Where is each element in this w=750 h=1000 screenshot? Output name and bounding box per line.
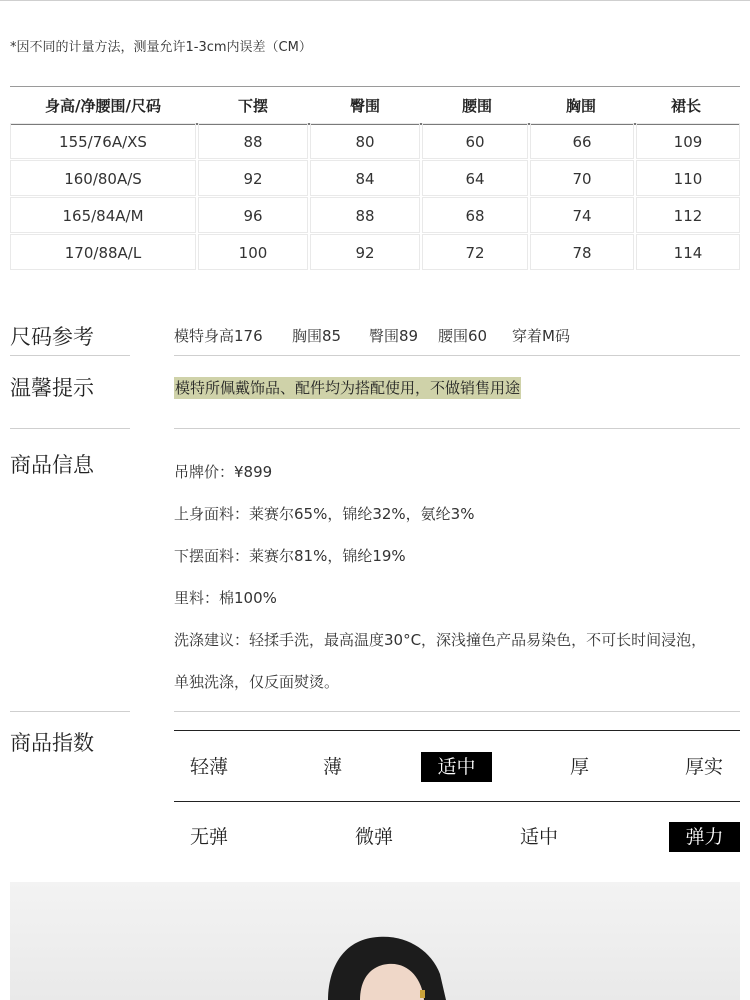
thickness-option-thin: 薄 — [323, 756, 343, 778]
table-cell: 160/80A/S — [10, 160, 196, 196]
table-cell: 78 — [530, 234, 634, 270]
thickness-option-light: 轻薄 — [190, 756, 229, 778]
header-length: 裙长 — [670, 97, 701, 115]
header-hem: 下摆 — [237, 97, 268, 115]
table-cell: 92 — [310, 234, 420, 270]
index-rule — [174, 801, 740, 802]
hem-fabric: 下摆面料：莱赛尔81%，锦纶19% — [174, 547, 406, 565]
table-cell: 109 — [636, 123, 740, 159]
section-divider — [10, 355, 130, 356]
table-cell: 60 — [422, 123, 528, 159]
care-instructions: 洗涤建议：轻揉手洗，最高温度30°C，深浅撞色产品易染色，不可长时间浸泡， — [174, 631, 707, 649]
ref-model-height: 模特身高176 — [174, 327, 263, 345]
thickness-option-thick: 厚 — [570, 756, 590, 778]
table-cell: 165/84A/M — [10, 197, 196, 233]
table-cell: 100 — [198, 234, 308, 270]
elasticity-option-medium: 适中 — [520, 826, 559, 848]
elasticity-option-stretch-selected: 弹力 — [669, 822, 740, 852]
index-rule — [174, 730, 740, 731]
table-cell: 170/88A/L — [10, 234, 196, 270]
size-table-header — [10, 86, 740, 125]
care-instructions-cont: 单独洗涤，仅反面熨烫。 — [174, 673, 340, 691]
table-cell: 88 — [198, 123, 308, 159]
table-cell: 72 — [422, 234, 528, 270]
table-row — [10, 234, 740, 271]
tip-text: 模特所佩戴饰品、配件均为搭配使用，不做销售用途 — [175, 379, 521, 397]
table-cell: 112 — [636, 197, 740, 233]
table-cell: 110 — [636, 160, 740, 196]
thickness-option-heavy: 厚实 — [685, 756, 724, 778]
lining-fabric: 里料：棉100% — [174, 589, 277, 607]
product-index-label: 商品指数 — [10, 731, 94, 755]
table-cell: 84 — [310, 160, 420, 196]
table-row — [10, 123, 740, 160]
table-cell: 64 — [422, 160, 528, 196]
tip-label: 温馨提示 — [10, 376, 94, 400]
table-cell: 70 — [530, 160, 634, 196]
table-cell: 114 — [636, 234, 740, 270]
table-cell: 155/76A/XS — [10, 123, 196, 159]
price-tag: 吊牌价：¥899 — [174, 463, 273, 481]
table-row — [10, 160, 740, 197]
table-cell: 74 — [530, 197, 634, 233]
table-cell: 80 — [310, 123, 420, 159]
elasticity-option-slight: 微弹 — [355, 826, 394, 848]
table-cell: 88 — [310, 197, 420, 233]
upper-fabric: 上身面料：莱赛尔65%，锦纶32%，氨纶3% — [174, 505, 475, 523]
table-cell: 66 — [530, 123, 634, 159]
model-photo — [10, 882, 740, 1000]
section-divider — [174, 428, 740, 429]
header-bust: 胸围 — [565, 97, 596, 115]
section-divider — [10, 711, 130, 712]
table-row — [10, 197, 740, 234]
table-cell: 68 — [422, 197, 528, 233]
header-size: 身高/净腰围/尺码 — [45, 97, 161, 115]
table-cell: 92 — [198, 160, 308, 196]
measurement-note: *因不同的计量方法，测量允许1-3cm内误差（CM） — [10, 40, 312, 55]
section-divider — [174, 711, 740, 712]
top-divider — [0, 0, 750, 1]
size-table — [10, 86, 740, 270]
ref-hip: 臀围89 — [369, 327, 419, 345]
elasticity-option-none: 无弹 — [190, 826, 229, 848]
ref-size-worn: 穿着M码 — [512, 327, 570, 345]
ref-bust: 胸围85 — [292, 327, 342, 345]
size-ref-label: 尺码参考 — [10, 325, 94, 349]
product-info-label: 商品信息 — [10, 453, 94, 477]
header-waist: 腰围 — [461, 97, 492, 115]
model-photo-illustration — [10, 882, 740, 1000]
header-hip: 臀围 — [349, 97, 380, 115]
thickness-option-medium-selected: 适中 — [421, 752, 492, 782]
ref-waist: 腰围60 — [438, 327, 488, 345]
section-divider — [10, 428, 130, 429]
table-cell: 96 — [198, 197, 308, 233]
section-divider — [174, 355, 740, 356]
